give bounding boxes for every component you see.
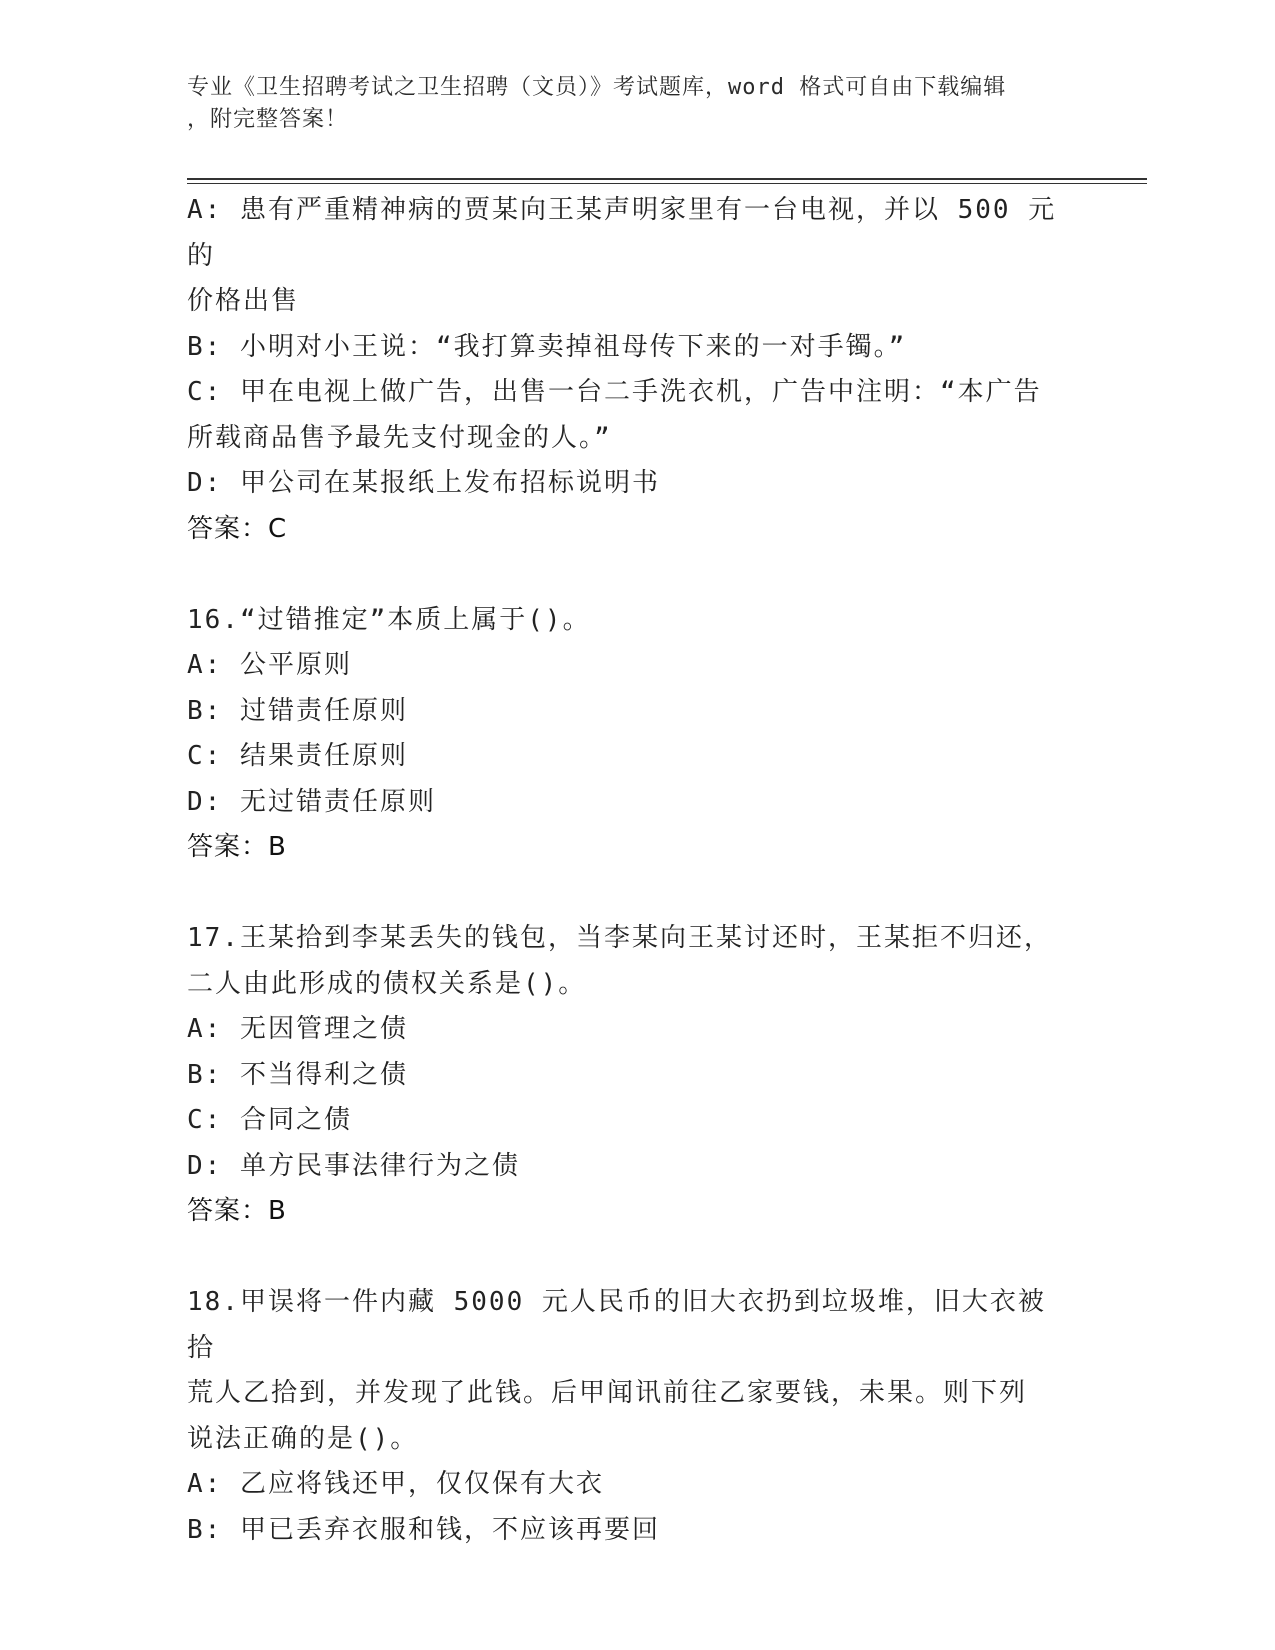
header-rule-thick (187, 178, 1147, 180)
question-17-text-line-2: 二人由此形成的债权关系是()。 (187, 968, 587, 999)
option-d: D: 无过错责任原则 (187, 786, 436, 817)
option-a-line-2: 价格出售 (187, 286, 300, 316)
question-16-text: 16.“过错推定”本质上属于()。 (187, 604, 591, 635)
spacer (187, 1235, 1067, 1281)
option-d: D: 甲公司在某报纸上发布招标说明书 (187, 468, 660, 498)
option-c: C: 结果责任原则 (187, 741, 408, 771)
option-b: B: 不当得利之债 (187, 1059, 408, 1090)
option-a-line-1: A: 患有严重精神病的贾某向王某声明家里有一台电视，并以 500 元的 (187, 195, 1057, 271)
option-a: A: 无因管理之债 (187, 1014, 408, 1044)
option-b: B: 过错责任原则 (187, 695, 408, 726)
document-header (187, 72, 1067, 136)
option-b: B: 小明对小王说：“我打算卖掉祖母传下来的一对手镯。” (187, 331, 907, 362)
header-line-1: 专业《卫生招聘考试之卫生招聘（文员）》考试题库，word 格式可自由下载编辑 (187, 75, 1007, 100)
question-18-text-line-1: 18.甲误将一件内藏 5000 元人民币的旧大衣扔到垃圾堆，旧大衣被拾 (187, 1287, 1046, 1363)
header-line-2: ，附完整答案！ (187, 107, 349, 132)
option-a: A: 公平原则 (187, 650, 352, 680)
question-18-text-line-2: 荒人乙拾到，并发现了此钱。后甲闻讯前往乙家要钱，未果。则下列 (187, 1378, 1028, 1408)
option-c: C: 合同之债 (187, 1105, 352, 1135)
option-b: B: 甲已丢弃衣服和钱，不应该再要回 (187, 1514, 660, 1545)
question-15-block (187, 188, 1067, 552)
question-18-text-line-3: 说法正确的是()。 (187, 1423, 419, 1454)
option-a: A: 乙应将钱还甲，仅仅保有大衣 (187, 1469, 604, 1499)
option-c-line-1: C: 甲在电视上做广告，出售一台二手洗衣机，广告中注明：“本广告 (187, 377, 1042, 407)
answer-16: 答案：B (187, 832, 287, 862)
spacer (187, 552, 1067, 598)
header-rule-thin (187, 183, 1147, 184)
option-c-line-2: 所载商品售予最先支付现金的人。” (187, 422, 612, 453)
question-18-block (187, 1280, 1067, 1553)
question-17-text-line-1: 17.王某拾到李某丢失的钱包，当李某向王某讨还时，王某拒不归还， (187, 923, 1052, 953)
question-content (187, 188, 1067, 1553)
question-17-block (187, 916, 1067, 1235)
spacer (187, 871, 1067, 917)
answer-15: 答案：C (187, 513, 288, 544)
answer-17: 答案：B (187, 1196, 287, 1226)
option-d: D: 单方民事法律行为之债 (187, 1150, 520, 1181)
question-16-block (187, 598, 1067, 871)
